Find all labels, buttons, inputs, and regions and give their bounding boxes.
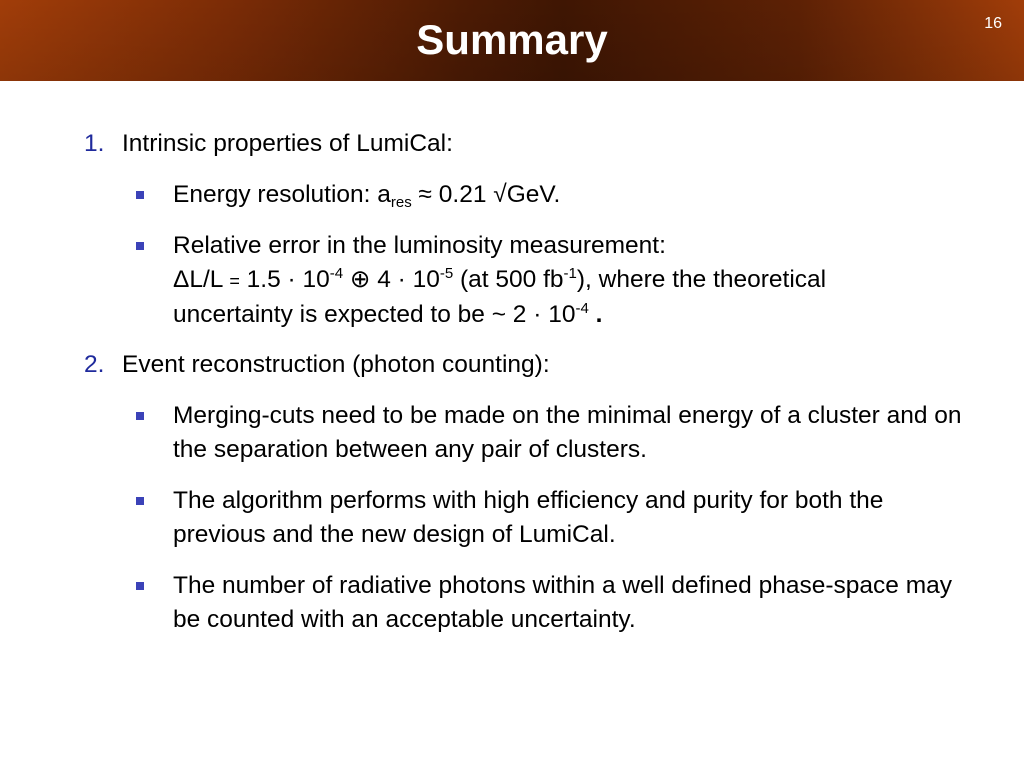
subscript: res: [390, 194, 412, 211]
text-part: Energy resolution: a: [173, 181, 391, 208]
numbered-item-2: [84, 348, 550, 382]
square-bullet-icon: [136, 191, 144, 199]
bullet-text: Merging-cuts need to be made on the minimal energy of a cluster and on the separation between any pair of clusters.: [173, 402, 962, 463]
bullet-text: The number of radiative photons within a well defined phase-space may be counted with an acceptable uncertainty.: [173, 572, 952, 633]
text-part: ≈ 0.21 √GeV.: [411, 181, 561, 208]
text-line: [173, 263, 963, 298]
text-line: Relative error in the luminosity measurement:: [173, 232, 666, 259]
numbered-item-1: [84, 127, 453, 161]
bullet-text: [173, 229, 963, 332]
square-bullet-icon: [136, 497, 144, 505]
item-text: Event reconstruction (photon counting):: [122, 351, 550, 378]
item-text: Intrinsic properties of LumiCal:: [122, 130, 453, 157]
text-part: .: [588, 301, 603, 328]
text-part: ⊕ 4 · 10: [343, 266, 440, 293]
title-bar: [0, 0, 1024, 81]
text-part: 1.5 · 10: [239, 266, 330, 293]
equals-sign: =: [229, 271, 240, 291]
superscript: -4: [329, 265, 344, 282]
text-part: uncertainty is expected to be ~ 2 · 10: [173, 301, 576, 328]
slide-title: Summary: [416, 16, 608, 63]
bullet-text: The algorithm performs with high efficiency and purity for both the previous and the new design of LumiCal.: [173, 487, 884, 548]
item-number: 1.: [84, 130, 105, 157]
bullet-text: [173, 178, 963, 212]
square-bullet-icon: [136, 242, 144, 250]
superscript: -5: [439, 265, 454, 282]
page-number: 16: [984, 15, 1002, 32]
text-part: (at 500 fb: [453, 266, 564, 293]
superscript: -1: [563, 265, 577, 282]
square-bullet-icon: [136, 582, 144, 590]
square-bullet-icon: [136, 412, 144, 420]
superscript: -4: [575, 300, 589, 317]
text-part: ), where the theoretical: [576, 266, 827, 293]
item-number: 2.: [84, 351, 105, 378]
text-part: ΔL/L: [173, 266, 230, 293]
text-line: [173, 298, 963, 332]
